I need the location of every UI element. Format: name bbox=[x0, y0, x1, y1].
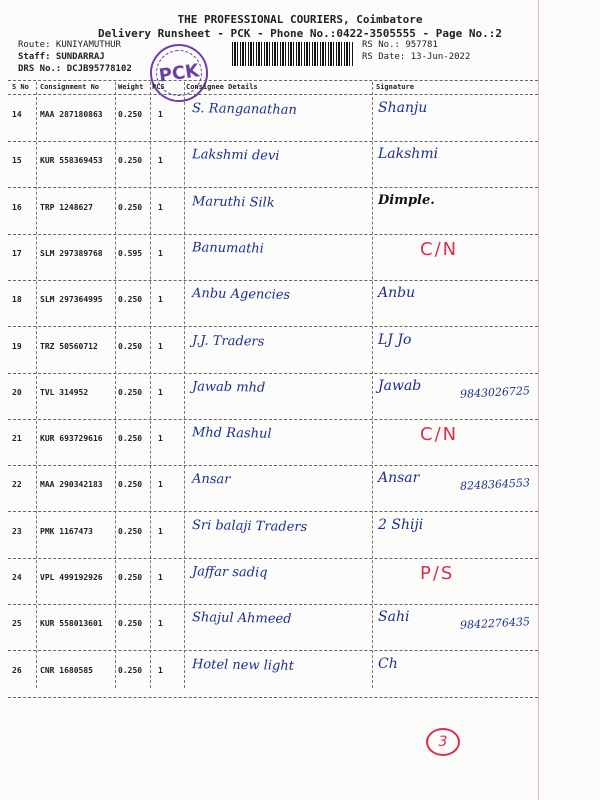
row-consignment-no: MAA 290342183 bbox=[40, 480, 103, 490]
row-consignee-handwritten: Ansar bbox=[191, 472, 231, 488]
row-consignment-no: CNR 1680585 bbox=[40, 665, 93, 675]
company-title: THE PROFESSIONAL COURIERS, Coimbatore bbox=[177, 13, 423, 26]
row-pcs: 1 bbox=[158, 341, 163, 351]
row-signature: P/S bbox=[420, 563, 455, 584]
row-signature: Jawab bbox=[378, 377, 422, 394]
row-pcs: 1 bbox=[158, 526, 163, 536]
row-weight: 0.250 bbox=[118, 110, 143, 119]
rs-number: RS No.: 957781 bbox=[362, 40, 438, 50]
row-consignee-handwritten: J.J. Traders bbox=[191, 332, 265, 350]
row-weight: 0.250 bbox=[118, 341, 143, 351]
row-phone-note: 9842276435 bbox=[459, 615, 531, 633]
row-consignment-no: SLM 297389768 bbox=[40, 248, 103, 258]
row-signature: Anbu bbox=[378, 285, 416, 302]
row-signature: Dimple. bbox=[378, 192, 435, 208]
header-divider-top bbox=[8, 80, 538, 81]
header-divider-bottom bbox=[8, 94, 538, 95]
row-sno: 25 bbox=[12, 619, 22, 629]
table-row bbox=[0, 374, 538, 420]
route-label: Route: KUNIYAMUTHUR bbox=[18, 40, 121, 50]
row-divider bbox=[8, 697, 538, 698]
row-sno: 24 bbox=[12, 573, 22, 582]
drs-label: DRS No.: DCJB95778102 bbox=[18, 64, 132, 74]
pck-stamp: PCK bbox=[146, 40, 212, 106]
row-sno: 19 bbox=[12, 341, 22, 351]
table-row bbox=[0, 328, 538, 374]
row-pcs: 1 bbox=[158, 434, 163, 444]
row-consignment-no: KUR 558013601 bbox=[40, 619, 103, 629]
row-pcs: 1 bbox=[158, 665, 163, 675]
row-consignee-handwritten: Mhd Rashul bbox=[191, 425, 272, 442]
row-consignee-handwritten: Jawab mhd bbox=[191, 379, 266, 396]
row-weight: 0.250 bbox=[118, 295, 143, 305]
row-sno: 18 bbox=[12, 295, 22, 305]
row-sno: 15 bbox=[12, 156, 22, 166]
row-consignment-no: SLM 297364995 bbox=[40, 295, 103, 305]
table-row bbox=[0, 466, 538, 512]
row-weight: 0.250 bbox=[118, 480, 143, 490]
row-phone-note: 8248364553 bbox=[459, 476, 531, 494]
row-sno: 23 bbox=[12, 526, 22, 536]
row-consignee-handwritten: Hotel new light bbox=[191, 656, 295, 674]
row-signature: C/N bbox=[420, 424, 459, 446]
row-consignment-no: KUR 693729616 bbox=[40, 434, 103, 444]
row-pcs: 1 bbox=[158, 619, 163, 629]
row-weight: 0.250 bbox=[118, 156, 143, 166]
row-weight: 0.250 bbox=[118, 665, 143, 675]
row-signature: 2 Shiji bbox=[378, 516, 424, 533]
row-consignment-no: TVL 314952 bbox=[40, 387, 89, 397]
row-consignee-handwritten: Banumathi bbox=[191, 240, 265, 257]
row-sno: 26 bbox=[12, 665, 22, 675]
runsheet-subtitle: Delivery Runsheet - PCK - Phone No.:0422-3505555 - Page No.:2 bbox=[98, 27, 502, 40]
row-sno: 17 bbox=[12, 248, 22, 258]
row-consignment-no: KUR 558369453 bbox=[40, 156, 103, 166]
row-weight: 0.250 bbox=[118, 202, 143, 212]
row-sno: 22 bbox=[12, 480, 22, 490]
row-weight: 0.250 bbox=[118, 387, 143, 397]
row-sno: 20 bbox=[12, 387, 22, 397]
row-sno: 14 bbox=[12, 110, 22, 119]
row-pcs: 1 bbox=[158, 295, 163, 305]
row-pcs: 1 bbox=[158, 480, 163, 490]
row-signature: Sahi bbox=[378, 609, 410, 626]
row-consignment-no: TRP 1248627 bbox=[40, 202, 93, 212]
barcode bbox=[232, 42, 354, 66]
table-row bbox=[0, 559, 538, 605]
rs-date: RS Date: 13-Jun-2022 bbox=[362, 52, 471, 62]
table-row bbox=[0, 420, 538, 466]
row-consignment-no: VPL 499192926 bbox=[40, 573, 103, 582]
row-consignee-handwritten: Sri balaji Traders bbox=[191, 517, 308, 535]
handwritten-page-mark: 3 bbox=[426, 728, 460, 756]
row-pcs: 1 bbox=[158, 387, 163, 397]
row-weight: 0.595 bbox=[118, 248, 143, 258]
table-row bbox=[0, 605, 538, 651]
row-weight: 0.250 bbox=[118, 526, 143, 536]
row-consignee-handwritten: Shajul Ahmeed bbox=[191, 610, 292, 628]
table-row bbox=[0, 652, 538, 698]
table-row bbox=[0, 189, 538, 235]
row-consignee-handwritten: S. Ranganathan bbox=[191, 101, 297, 118]
row-signature: C/N bbox=[420, 238, 459, 260]
row-sno: 16 bbox=[12, 202, 22, 212]
margin-line bbox=[538, 0, 539, 800]
row-consignee-handwritten: Lakshmi devi bbox=[191, 147, 280, 165]
row-pcs: 1 bbox=[158, 110, 163, 119]
col-consignment: Consignment No bbox=[40, 83, 100, 91]
staff-label: Staff: SUNDARRAJ bbox=[18, 52, 105, 62]
table-row bbox=[0, 281, 538, 327]
table-row bbox=[0, 513, 538, 559]
row-pcs: 1 bbox=[158, 202, 163, 212]
row-phone-note: 9843026725 bbox=[459, 383, 531, 401]
row-consignment-no: TRZ 50560712 bbox=[40, 341, 98, 351]
row-signature: Lakshmi bbox=[378, 146, 439, 163]
row-consignee-handwritten: Jaffar sadiq bbox=[191, 564, 268, 581]
row-consignee-handwritten: Maruthi Silk bbox=[191, 193, 275, 211]
col-consignee: Consignee Details bbox=[186, 83, 258, 91]
row-sno: 21 bbox=[12, 434, 22, 444]
table-row bbox=[0, 142, 538, 188]
col-weight: Weight bbox=[118, 83, 144, 91]
row-consignment-no: PMK 1167473 bbox=[40, 526, 93, 536]
col-signature: Signature bbox=[376, 83, 414, 91]
row-consignment-no: MAA 287180863 bbox=[40, 110, 103, 119]
row-pcs: 1 bbox=[158, 248, 163, 258]
row-signature: Shanju bbox=[378, 100, 428, 116]
row-signature: Ansar bbox=[378, 470, 420, 487]
row-weight: 0.250 bbox=[118, 573, 143, 582]
col-sno: S No bbox=[12, 83, 29, 91]
row-signature: LJ Jo bbox=[378, 331, 412, 348]
row-pcs: 1 bbox=[158, 573, 163, 582]
row-weight: 0.250 bbox=[118, 619, 143, 629]
row-weight: 0.250 bbox=[118, 434, 143, 444]
table-row bbox=[0, 96, 538, 142]
row-consignee-handwritten: Anbu Agencies bbox=[191, 286, 291, 304]
row-pcs: 1 bbox=[158, 156, 163, 166]
col-pcs: PCS bbox=[152, 83, 165, 91]
table-row bbox=[0, 235, 538, 281]
row-signature: Ch bbox=[378, 655, 398, 672]
